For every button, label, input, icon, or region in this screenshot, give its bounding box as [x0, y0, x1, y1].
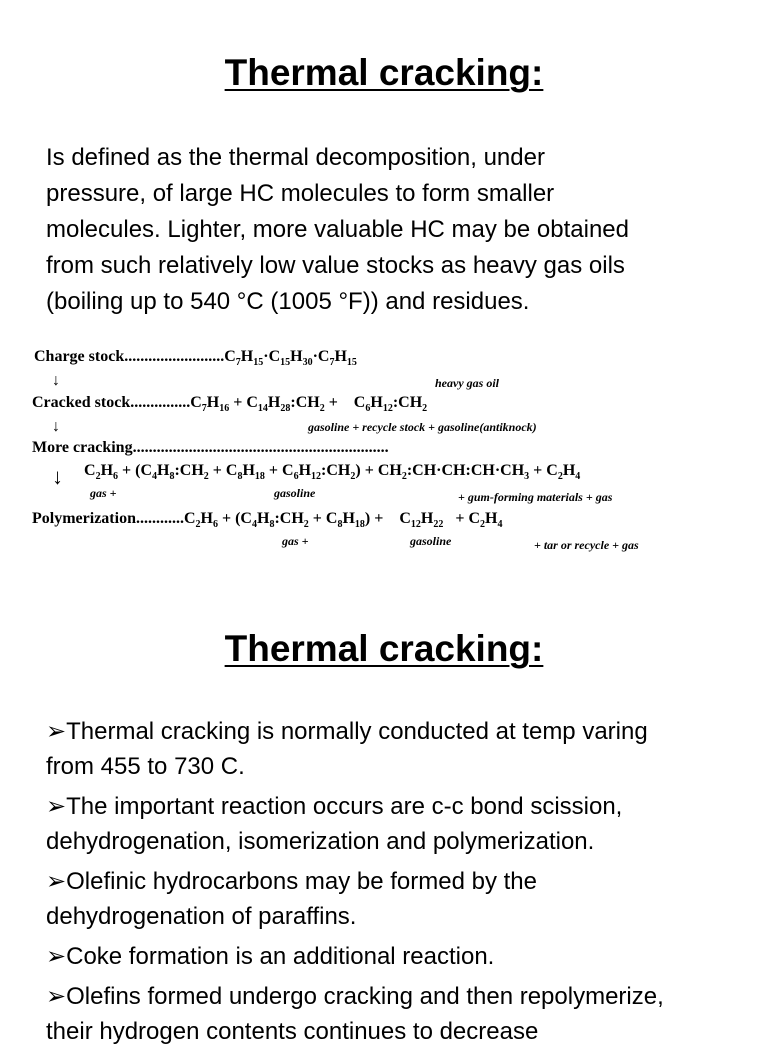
paragraph-line: Is defined as the thermal decomposition, under: [46, 144, 545, 171]
more-cracking-gasoline-label: gasoline: [274, 486, 316, 500]
scheme-row-polymerization: $Polymerization............C_2H_6$ + $(C_4H_8:CH_2 + C_8H_{18})$ + $C_{12}H_{22} + C_2H_4$: [32, 510, 503, 531]
polymerization-gasoline-label: gasoline: [410, 534, 452, 548]
cracking-reaction-scheme: [30, 342, 758, 562]
bullet-item: [46, 714, 746, 784]
bullet-item: [46, 979, 746, 1049]
charge-stock-label: Charge stock: [34, 348, 125, 365]
slide2-title: Thermal cracking:: [224, 628, 544, 669]
slide2-bullet-list: [46, 714, 746, 1054]
paragraph-line: from such relatively low value stocks as heavy gas oils: [46, 252, 625, 279]
bullet-line: ➢The important reaction occurs are c-c bond scission,: [46, 793, 623, 820]
heavy-gas-oil-label: heavy gas oil: [435, 376, 499, 390]
bullet-line: from 455 to 730 C.: [46, 753, 245, 780]
bullet-line: ➢Thermal cracking is normally conducted at temp varing: [46, 718, 648, 745]
bullet-item: [46, 789, 746, 859]
bullet-item: [46, 864, 746, 934]
cracked-stock-label: Cracked stock: [32, 394, 131, 411]
paragraph-line: (boiling up to 540 °C (1005 °F)) and residues.: [46, 288, 530, 315]
polymerization-tar-label: + tar or recycle + gas: [534, 538, 639, 552]
leader-dots: ............: [135, 510, 184, 527]
scheme-row-more-cracking-products: $C_2H_6$ + ($C_4H_8:CH_2 + C_8H_{18}$ + $C_6H_{12}:CH_2$) + $CH_2:CH\cdot CH:CH\cdot CH_3 + C_2H_4$: [84, 462, 581, 483]
scheme-row-cracked-stock: Cracked $stock...............C_7H_{16}$ + $C_{14}H_{28}:CH_2$ + $C_6H_{12}:CH_2$: [32, 394, 428, 415]
leader-dots: .........................: [124, 348, 225, 365]
leader-dots: ................................................................: [132, 439, 389, 456]
scheme-row-more-cracking: [32, 439, 389, 457]
bullet-line: their hydrogen contents continues to decrease: [46, 1018, 539, 1045]
paragraph-line: molecules. Lighter, more valuable HC may be obtained: [46, 216, 629, 243]
more-cracking-gas-label: gas +: [90, 486, 117, 500]
bullet-line: ➢Olefinic hydrocarbons may be formed by the: [46, 868, 538, 895]
paragraph-line: pressure, of large HC molecules to form smaller: [46, 180, 555, 207]
slide1-definition-paragraph: [46, 140, 736, 320]
bullet-line: ➢Olefins formed undergo cracking and then repolymerize,: [46, 983, 664, 1010]
down-arrow-icon: ↓: [52, 418, 60, 435]
bullet-line: dehydrogenation, isomerization and polymerization.: [46, 828, 595, 855]
slide1-title: Thermal cracking:: [224, 52, 544, 93]
bullet-item: [46, 939, 746, 974]
down-arrow-icon: ↓: [52, 464, 63, 489]
bullet-line: ➢Coke formation is an additional reaction.: [46, 943, 495, 970]
bullet-line: dehydrogenation of paraffins.: [46, 903, 357, 930]
polymerization-gas-label: gas +: [282, 534, 309, 548]
down-arrow-icon: ↓: [52, 372, 60, 389]
cracked-stock-product-labels: gasoline + recycle stock + gasoline(antiknock): [308, 420, 537, 434]
more-cracking-gum-label: + gum-forming materials + gas: [458, 490, 613, 504]
leader-dots: ...............: [130, 394, 191, 411]
more-cracking-label: More cracking: [32, 439, 133, 456]
polymerization-label: Polymerization: [32, 510, 136, 527]
scheme-row-charge-stock: Charge $stock.........................C_7H_{15}\cdot C_{15}H_{30}\cdot C_7H_{15}$: [34, 348, 357, 369]
